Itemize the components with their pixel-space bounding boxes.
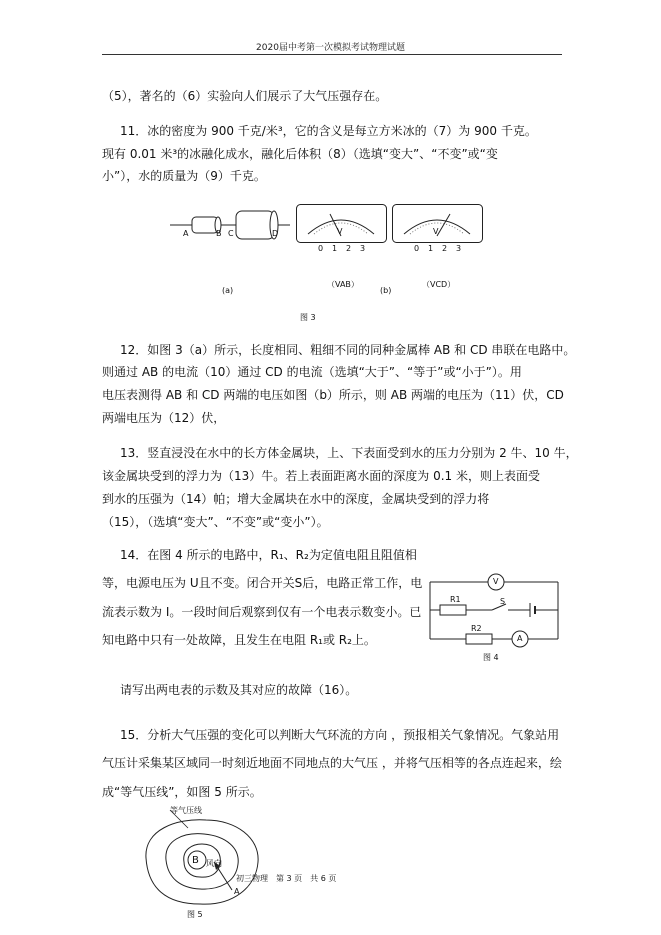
figure4-circuit xyxy=(430,570,570,650)
figure3-caption: 图 3 xyxy=(300,313,316,322)
line-q14-3: 流表示数为 I。一段时间后观察到仅有一个电表示数变小。已 xyxy=(102,605,422,619)
scale-tick-ab-1: 1 xyxy=(332,244,338,253)
scale-tick-cd-1: 1 xyxy=(428,244,434,253)
label-a-point: A xyxy=(183,229,189,238)
scale-tick-ab-2: 2 xyxy=(346,244,352,253)
figure5-wind-label: 风向 xyxy=(206,859,222,868)
line-q13-2: 该金属块受到的浮力为（13）牛。若上表面距离水面的深度为 0.1 米，则上表面受 xyxy=(102,469,540,483)
line-q14-5: 请写出两电表的示数及其对应的故障（16）。 xyxy=(120,683,358,697)
line-q12-2: 则通过 AB 的电流（10）通过 CD 的电流（选填“大于”、“等于”或“小于”）。用 xyxy=(102,365,522,379)
line-l1: （5），著名的（6）实验向人们展示了大气压强存在。 xyxy=(102,89,388,103)
page-header: 2020届中考第一次模拟考试物理试题 xyxy=(256,43,405,53)
figure3-sub-a: (a) xyxy=(222,286,234,295)
page-footer: 初三物理 第 3 页 共 6 页 xyxy=(236,874,337,883)
figure3a-rods xyxy=(170,205,290,245)
scale-tick-cd-3: 3 xyxy=(456,244,462,253)
scale-tick-ab-0: 0 xyxy=(318,244,324,253)
line-q12-1: 12．如图 3（a）所示，长度相同、粗细不同的同种金属棒 AB 和 CD 串联在电路中。 xyxy=(120,343,576,357)
figure5-isobars xyxy=(136,810,266,910)
figure4-caption: 图 4 xyxy=(483,653,499,662)
voltmeter-ab-symbol: V xyxy=(337,227,343,236)
line-q11-2: 现有 0.01 米³的冰融化成水，融化后体积（8）（选填“变大”、“不变”或“变 xyxy=(102,147,498,161)
voltmeter-letter: V xyxy=(493,577,499,586)
line-q15-1: 15．分析大气压强的变化可以判断大气环流的方向 ，预报相关气象情况。气象站用 xyxy=(120,728,560,742)
line-q12-4: 两端电压为（12）伏， xyxy=(102,411,226,425)
line-q13-4: （15），（选填“变大”、“不变”或“变小”）。 xyxy=(102,515,329,529)
figure5-caption: 图 5 xyxy=(187,910,203,919)
label-b-point: B xyxy=(216,229,222,238)
r1-label: R1 xyxy=(450,595,461,604)
voltmeter-cd-label: （VCD） xyxy=(422,280,456,289)
voltmeter-cd-dial xyxy=(392,204,484,244)
resistor-r1 xyxy=(440,605,466,615)
voltmeter-ab-label: （VAB） xyxy=(327,280,359,289)
line-q13-1: 13．竖直浸没在水中的长方体金属块，上、下表面受到水的压力分别为 2 牛、10 牛， xyxy=(120,446,578,460)
figure5-title: 等气压线 xyxy=(170,806,202,815)
r2-label: R2 xyxy=(471,624,482,633)
label-d-point: D xyxy=(272,229,279,238)
scale-tick-cd-0: 0 xyxy=(414,244,420,253)
line-q13-3: 到水的压强为（14）帕；增大金属块在水中的深度，金属块受到的浮力将 xyxy=(102,492,490,506)
line-q14-1: 14．在图 4 所示的电路中，R₁、R₂为定值电阻且阻值相 xyxy=(120,548,417,562)
ammeter-letter: A xyxy=(517,634,523,643)
figure5-b-label: B xyxy=(192,855,199,866)
figure3-sub-b: (b) xyxy=(380,286,392,295)
voltmeter-ab-dial xyxy=(296,204,388,244)
label-c-point: C xyxy=(228,229,234,238)
line-q11-1: 11．冰的密度为 900 千克/米³，它的含义是每立方米冰的（7）为 900 千克。 xyxy=(120,124,537,138)
line-q15-3: 成“等气压线”，如图 5 所示。 xyxy=(102,785,262,799)
line-q14-2: 等，电源电压为 U且不变。闭合开关S后，电路正常工作，电 xyxy=(102,576,423,590)
line-q15-2: 气压计采集某区域同一时刻近地面不同地点的大气压 ，并将气压相等的各点连起来，绘 xyxy=(102,756,562,770)
line-q12-3: 电压表测得 AB 和 CD 两端的电压如图（b）所示，则 AB 两端的电压为（11）伏，CD xyxy=(102,388,564,402)
figure5-a-label: A xyxy=(234,887,240,896)
header-rule xyxy=(102,54,562,55)
line-q11-3: 小”），水的质量为（9）千克。 xyxy=(102,169,266,183)
switch-label: S xyxy=(500,597,506,606)
scale-tick-ab-3: 3 xyxy=(360,244,366,253)
voltmeter-cd-symbol: V xyxy=(433,227,439,236)
line-q14-4: 知电路中只有一处故障，且发生在电阻 R₁或 R₂上。 xyxy=(102,633,376,647)
scale-tick-cd-2: 2 xyxy=(442,244,448,253)
resistor-r2 xyxy=(466,634,492,644)
